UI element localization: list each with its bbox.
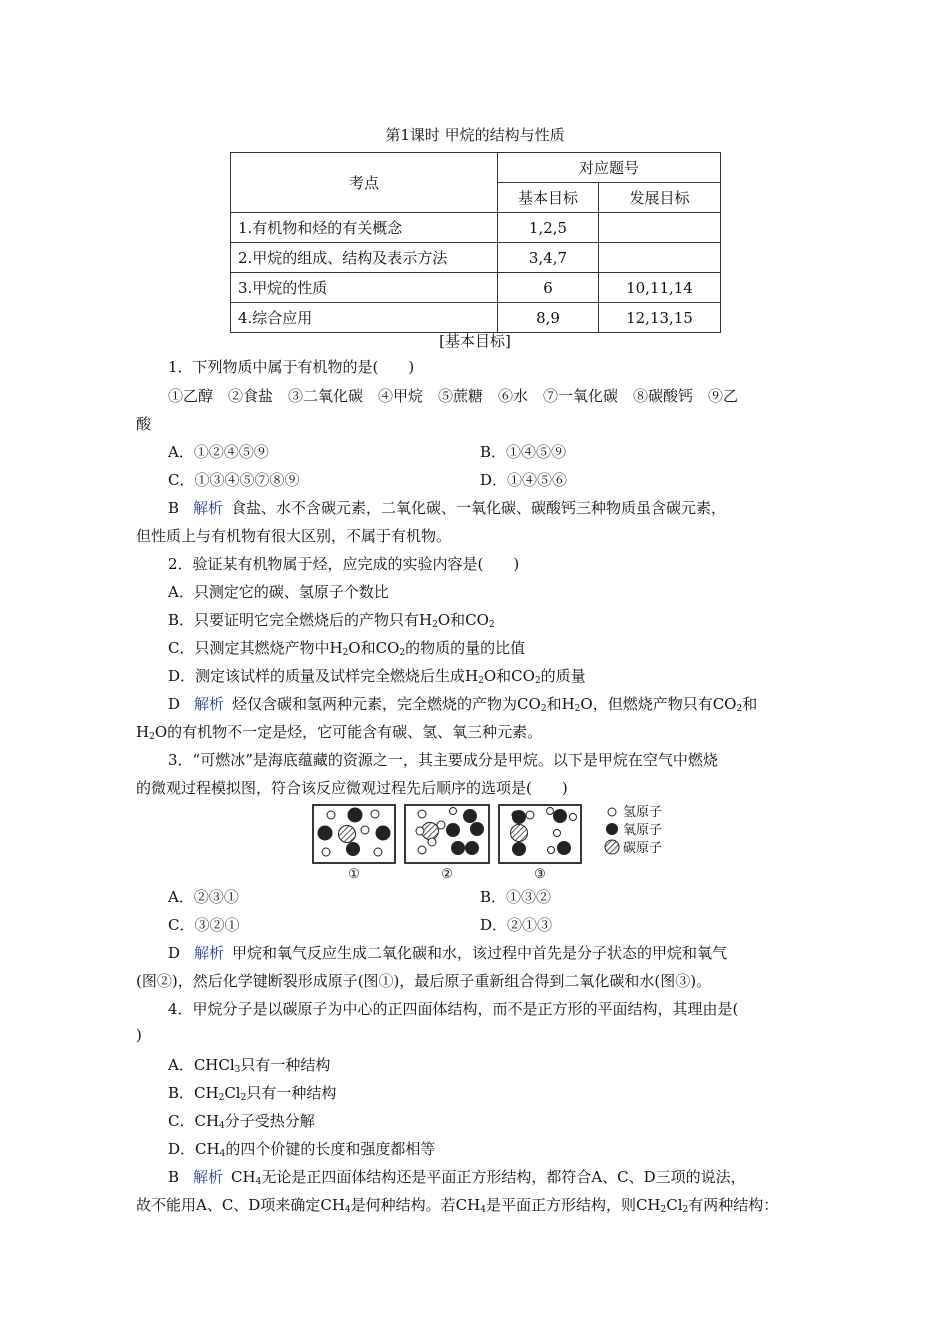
q1-stem: 1．下列物质中属于有机物的是( )	[168, 358, 415, 376]
q3-answer: D	[168, 944, 181, 962]
table-row	[231, 303, 721, 333]
q2-option-d: D．测定该试样的质量及试样完全燃烧后生成$H_2O$和$CO_2$的质量	[168, 667, 586, 686]
q4-option-a: A．CHCl$_3$只有一种结构	[168, 1056, 331, 1075]
q1-explanation-cont: 但性质上与有机物有很大区别，不属于有机物。	[136, 527, 452, 545]
q1-option-d: D．①④⑤⑥	[480, 471, 568, 489]
cell-basic: 6	[498, 273, 599, 303]
q2-option-b: B．只要证明它完全燃烧后的产物只有$H_2O$和$CO_2$	[168, 611, 495, 630]
figure-3-label: ③	[534, 867, 546, 880]
q3-option-c: C．③②①	[168, 916, 240, 934]
jiexi-label: 解析	[193, 1168, 224, 1186]
hydrogen-legend-icon	[608, 808, 616, 816]
cell-advanced: 10,11,14	[599, 273, 721, 303]
topic-table	[230, 152, 721, 333]
table-row	[231, 273, 721, 303]
q1-explanation: B 解析 食盐、水不含碳元素，二氧化碳、一氧化碳、碳酸钙三种物质虽含碳元素，	[168, 499, 727, 517]
q4-option-c: C．$CH_4$分子受热分解	[168, 1112, 315, 1131]
q2-explanation: D 解析 烃仅含碳和氢两种元素，完全燃烧的产物为$CO_2$和$H_2O$，但燃烧产物只有$CO_2$和	[168, 695, 758, 714]
q4-stem: 4．甲烷分子是以碳原子为中心的正四面体结构，而不是正方形的平面结构，其理由是(	[168, 1000, 739, 1018]
q4-answer: B	[168, 1168, 180, 1186]
cell-advanced	[599, 243, 721, 273]
th-question-no: 对应题号	[498, 153, 721, 183]
q3-option-a: A．②③①	[168, 888, 239, 906]
cell-advanced: 12,13,15	[599, 303, 721, 333]
jiexi-label: 解析	[194, 695, 225, 713]
jiexi-label: 解析	[193, 499, 224, 517]
q3-stem: 3．“可燃冰”是海底蕴藏的资源之一，其主要成分是甲烷。以下是甲烷在空气中燃烧	[168, 751, 718, 769]
q1-option-c: C．①③④⑤⑦⑧⑨	[168, 471, 300, 489]
q2-stem: 2．验证某有机物属于烃，应完成的实验内容是( )	[168, 555, 520, 573]
legend-oxygen: 氧原子	[623, 823, 663, 838]
page-title: 第1课时 甲烷的结构与性质	[385, 126, 565, 144]
q2-answer: D	[168, 695, 181, 713]
figure-3-products	[499, 805, 581, 863]
q2-option-a: A．只测定它的碳、氢原子个数比	[168, 583, 389, 601]
q4-option-d: D．$CH_4$的四个价键的长度和强度都相等	[168, 1140, 436, 1159]
q4-option-b: B．$CH_2Cl_2$只有一种结构	[168, 1084, 337, 1103]
cell-basic: 1,2,5	[498, 213, 599, 243]
q4-explanation: B 解析 $CH_4$无论是正四面体结构还是平面正方形结构，都符合A、C、D三项的说法，	[168, 1168, 746, 1187]
q3-option-b: B．①③②	[480, 888, 552, 906]
q4-explanation-cont: 故不能用A、C、D项来确定$CH_4$是何种结构。若$CH_4$是平面正方形结构，则$CH_2Cl_2$有两种结构：	[136, 1196, 779, 1215]
q1-items-cont: 酸	[136, 415, 152, 433]
q3-option-d: D．②①③	[480, 916, 553, 934]
cell-advanced	[599, 213, 721, 243]
reaction-diagram	[310, 802, 680, 880]
cell-topic: 1.有机物和烃的有关概念	[231, 213, 498, 243]
carbon-legend-icon	[605, 840, 619, 854]
table-row	[231, 213, 721, 243]
q2-option-c: C．只测定其燃烧产物中$H_2O$和$CO_2$的物质的量的比值	[168, 639, 526, 658]
cell-basic: 3,4,7	[498, 243, 599, 273]
figure-2-molecules	[405, 805, 489, 863]
q3-stem-cont: 的微观过程模拟图，符合该反应微观过程先后顺序的选项是( )	[136, 779, 568, 797]
q1-answer: B	[168, 499, 180, 517]
legend-hydrogen: 氢原子	[623, 805, 663, 820]
oxygen-legend-icon	[606, 823, 618, 835]
section-heading: [基本目标]	[439, 332, 511, 350]
cell-topic: 3.甲烷的性质	[231, 273, 498, 303]
jiexi-label: 解析	[194, 944, 225, 962]
q1-option-a: A．①②④⑤⑨	[168, 443, 269, 461]
q4-stem-cont: )	[136, 1026, 142, 1044]
q3-explanation: D 解析 甲烷和氧气反应生成二氧化碳和水，该过程中首先是分子状态的甲烷和氧气	[168, 944, 728, 962]
th-basic: 基本目标	[498, 183, 599, 213]
q2-explanation-cont: $H_2O$的有机物不一定是烃，它可能含有碳、氢、氧三种元素。	[136, 723, 543, 742]
figure-1-atoms	[313, 805, 395, 863]
th-advanced: 发展目标	[599, 183, 721, 213]
table-row	[231, 243, 721, 273]
cell-basic: 8,9	[498, 303, 599, 333]
cell-topic: 2.甲烷的组成、结构及表示方法	[231, 243, 498, 273]
legend	[605, 805, 662, 856]
legend-carbon: 碳原子	[623, 841, 663, 856]
figure-2-label: ②	[441, 867, 453, 880]
th-topic: 考点	[231, 153, 498, 213]
cell-topic: 4.综合应用	[231, 303, 498, 333]
q1-items: ①乙醇 ②食盐 ③二氧化碳 ④甲烷 ⑤蔗糖 ⑥水 ⑦一氧化碳 ⑧碳酸钙 ⑨乙	[168, 387, 739, 405]
figure-1-label: ①	[348, 867, 360, 880]
q3-explanation-cont: (图②)，然后化学键断裂形成原子(图①)，最后原子重新组合得到二氧化碳和水(图③)。	[136, 972, 712, 990]
q1-option-b: B．①④⑤⑨	[480, 443, 567, 461]
